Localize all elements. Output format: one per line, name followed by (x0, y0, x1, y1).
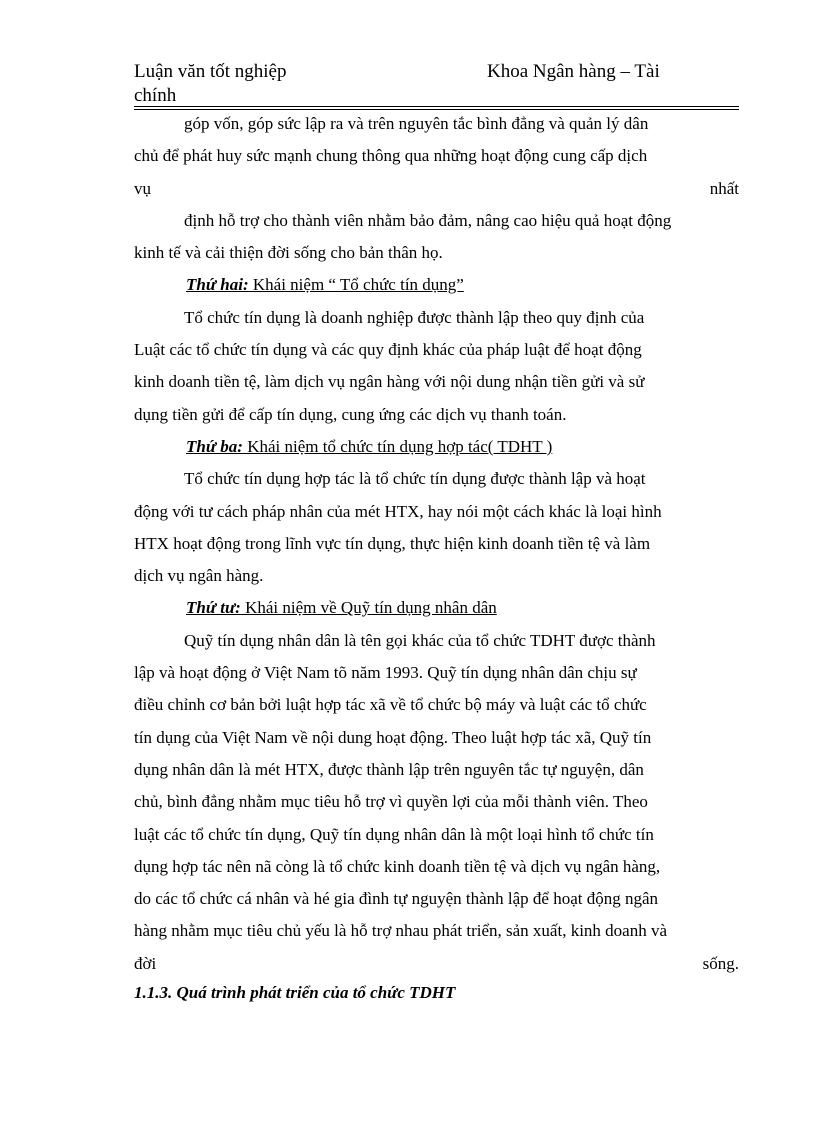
subheading-thu-hai (134, 269, 739, 301)
subheading-thu-tu (134, 592, 739, 624)
text-line: tín dụng của Việt Nam về nội dung hoạt động. Theo luật hợp tác xã, Quỹ tín (134, 727, 652, 747)
text-line-justified (134, 173, 739, 205)
subheading-label: Thứ ba: (186, 436, 243, 456)
section-heading: 1.1.3. Quá trình phát triển của tổ chức TDHT (134, 983, 456, 1002)
text-line: do các tổ chức cá nhân và hé gia đình tự nguyện thành lập để hoạt động ngân (134, 889, 659, 909)
text-line: dụng hợp tác nên nã còng là tổ chức kinh doanh tiền tệ và dịch vụ ngân hàng, (134, 856, 661, 876)
subheading-title: Khái niệm về Quỹ tín dụng nhân dân (240, 598, 497, 618)
text-word: sống. (702, 953, 739, 973)
text-word: nhất (709, 178, 739, 198)
text-line: dụng nhân dân là mét HTX, được thành lập trên nguyên tắc tự nguyện, dân (134, 759, 644, 779)
text-word: đời (134, 953, 157, 973)
text-line: góp vốn, góp sức lập ra và trên nguyên tắc bình đẳng và quản lý dân (184, 114, 649, 133)
text-line: Tổ chức tín dụng hợp tác là tổ chức tín dụng được thành lập và hoạt (184, 469, 646, 489)
text-line: động với tư cách pháp nhân của mét HTX, hay nói một cách khác là loại hình (134, 501, 662, 521)
text-line: hàng nhằm mục tiêu chủ yếu là hỗ trợ nhau phát triển, sản xuất, kinh doanh và (134, 921, 668, 941)
text-word: vụ (134, 178, 151, 198)
header-faculty-label: Khoa Ngân hàng – Tài (487, 61, 660, 82)
text-line: kinh doanh tiền tệ, làm dịch vụ ngân hàng với nội dung nhận tiền gửi và sử (134, 372, 645, 392)
subheading-title: Khái niệm “ Tổ chức tín dụng” (248, 275, 464, 295)
text-line: dụng tiền gửi để cấp tín dụng, cung ứng các dịch vụ thanh toán. (134, 404, 567, 424)
text-line: luật các tổ chức tín dụng, Quỹ tín dụng nhân dân là một loại hình tổ chức tín (134, 824, 654, 844)
text-line: Luật các tổ chức tín dụng và các quy định khác của pháp luật để hoạt động (134, 340, 642, 360)
header-rule-top (134, 106, 739, 107)
subheading-title: Khái niệm tổ chức tín dụng hợp tác( TDHT ) (242, 436, 553, 456)
text-line: chủ, bình đẳng nhằm mục tiêu hỗ trợ vì quyền lợi của mỗi thành viên. Theo (134, 792, 648, 812)
text-line: dịch vụ ngân hàng. (134, 566, 264, 586)
body-text (134, 108, 739, 980)
text-line-justified (134, 948, 739, 980)
text-line: định hỗ trợ cho thành viên nhằm bảo đảm, nâng cao hiệu quả hoạt động (184, 210, 672, 230)
text-line: chủ để phát huy sức mạnh chung thông qua những hoạt động cung cấp dịch (134, 146, 648, 166)
text-line: kinh tế và cải thiện đời sống cho bản thân họ. (134, 243, 443, 263)
subheading-thu-ba (134, 431, 739, 463)
subheading-label: Thứ tư: (186, 598, 241, 618)
header-faculty-continuation: chính (134, 85, 177, 106)
text-line: Tổ chức tín dụng là doanh nghiệp được thành lập theo quy định của (184, 307, 645, 327)
header-thesis-label: Luận văn tốt nghiệp (134, 61, 287, 82)
text-line: Quỹ tín dụng nhân dân là tên gọi khác của tổ chức TDHT được thành (184, 630, 656, 650)
subheading-label: Thứ hai: (186, 275, 249, 295)
text-line: lập và hoạt động ở Việt Nam tõ năm 1993. Quỹ tín dụng nhân dân chịu sự (134, 663, 637, 683)
text-line: điều chỉnh cơ bản bởi luật hợp tác xã về tổ chức bộ máy và luật các tổ chức (134, 695, 647, 715)
text-line: HTX hoạt động trong lĩnh vực tín dụng, thực hiện kinh doanh tiền tệ và làm (134, 533, 651, 553)
